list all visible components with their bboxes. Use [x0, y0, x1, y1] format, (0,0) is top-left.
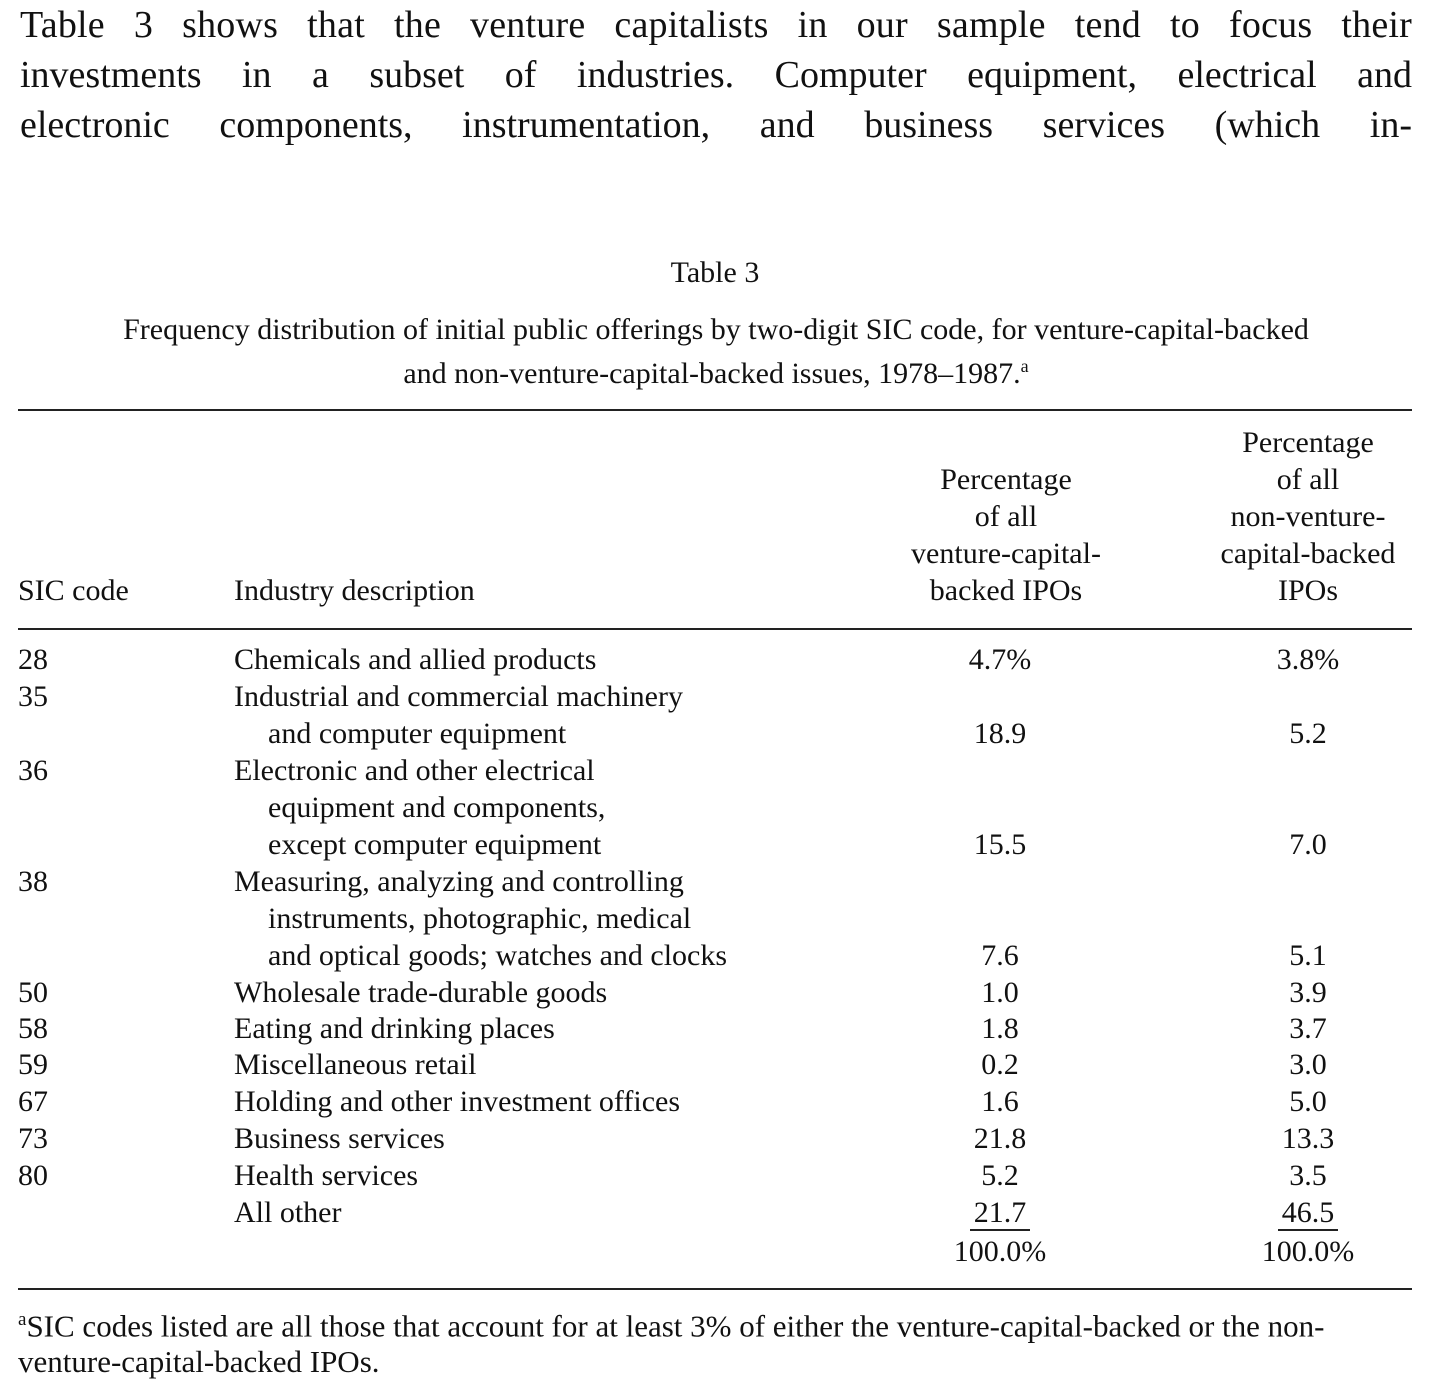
nonvc-value-cell: 3.5 [1289, 1159, 1327, 1192]
vc-value-cell [920, 1194, 1080, 1231]
nonvc-subtotal-underlined: 46.5 [1278, 1196, 1339, 1231]
header-nonvc-line: of all [1276, 463, 1340, 496]
nonvc-value-cell: 3.0 [1289, 1048, 1327, 1081]
industry-line: instruments, photographic, medical [268, 902, 692, 935]
footnote-mark: a [18, 1309, 27, 1330]
sic-code-cell: 73 [18, 1122, 48, 1155]
vc-value-cell: 1.0 [981, 976, 1019, 1009]
nonvc-value-cell: 5.1 [1289, 939, 1327, 972]
industry-line: Measuring, analyzing and controlling [234, 865, 684, 898]
header-nonvc-percentage [1178, 424, 1430, 609]
nonvc-value-cell: 3.9 [1289, 976, 1327, 1009]
table-caption [18, 312, 1414, 392]
industry-line: Industrial and commercial machinery [234, 680, 683, 713]
vc-value-cell: 4.7% [968, 643, 1032, 676]
caption-footnote-mark: a [1020, 356, 1029, 376]
caption-line-2: and non-venture-capital-backed issues, 1978–1987. [403, 357, 1021, 390]
header-industry-description: Industry description [234, 574, 475, 607]
industry-line: equipment and components, [268, 791, 606, 824]
sic-code-cell: 35 [18, 680, 48, 713]
nonvc-value-cell: 7.0 [1289, 828, 1327, 861]
nonvc-value-cell: 3.7 [1289, 1012, 1327, 1045]
vc-value-cell: 0.2 [981, 1048, 1019, 1081]
nonvc-value-cell: 5.2 [1289, 717, 1327, 750]
header-sic-code: SIC code [18, 574, 129, 607]
vc-value-cell: 18.9 [973, 717, 1027, 750]
industry-cell: Business services [234, 1122, 445, 1155]
table-top-rule [18, 409, 1412, 411]
header-vc-line: backed IPOs [929, 574, 1083, 607]
vc-value-cell: 21.8 [973, 1122, 1027, 1155]
nonvc-total-cell: 100.0% [1261, 1235, 1355, 1268]
sic-code-cell: 67 [18, 1085, 48, 1118]
industry-cell: All other [234, 1196, 342, 1229]
header-vc-line: of all [974, 500, 1038, 533]
header-vc-line: Percentage [940, 463, 1072, 496]
nonvc-value-cell [1228, 1194, 1388, 1231]
header-nonvc-line: capital-backed [1220, 537, 1396, 570]
industry-cell: Health services [234, 1159, 419, 1192]
industry-cell [234, 641, 596, 678]
industry-cell: Wholesale trade-durable goods [234, 976, 608, 1009]
header-nonvc-line: IPOs [1277, 574, 1338, 607]
industry-cell: Holding and other investment offices [234, 1085, 681, 1118]
sic-code-cell: 50 [18, 976, 48, 1009]
intro-line: electronic components, instrumentation, and business services (which in- [20, 104, 1412, 146]
header-bottom-rule [18, 628, 1412, 630]
vc-value-cell: 1.8 [981, 1012, 1019, 1045]
sic-code-cell: 38 [18, 865, 48, 898]
industry-cell [234, 752, 605, 863]
header-nonvc-line: Percentage [1242, 426, 1374, 459]
nonvc-value-cell: 3.8% [1276, 643, 1340, 676]
vc-value-cell: 15.5 [973, 828, 1027, 861]
sic-code-cell: 80 [18, 1159, 48, 1192]
table-bottom-rule [18, 1288, 1412, 1290]
sic-code-cell: 58 [18, 1012, 48, 1045]
industry-line: Chemicals and allied products [234, 643, 597, 676]
industry-cell [234, 863, 727, 974]
intro-line: Table 3 shows that the venture capitalists in our sample tend to focus their [20, 4, 1412, 46]
intro-line: investments in a subset of industries. Computer equipment, electrical and [20, 54, 1412, 96]
nonvc-value-cell: 5.0 [1289, 1085, 1327, 1118]
industry-line: and optical goods; watches and clocks [268, 939, 728, 972]
vc-subtotal-underlined: 21.7 [970, 1196, 1031, 1231]
nonvc-value-cell: 13.3 [1281, 1122, 1335, 1155]
industry-cell: Miscellaneous retail [234, 1048, 477, 1081]
industry-cell [234, 678, 683, 752]
intro-paragraph [20, 0, 1412, 150]
industry-line: Electronic and other electrical [234, 754, 595, 787]
vc-value-cell: 1.6 [981, 1085, 1019, 1118]
vc-value-cell: 7.6 [981, 939, 1019, 972]
caption-line-1: Frequency distribution of initial public offerings by two-digit SIC code, for venture-capital-backed [123, 313, 1309, 346]
table-footnote [18, 1302, 1414, 1380]
vc-total-cell: 100.0% [953, 1235, 1047, 1268]
header-vc-line: venture-capital- [911, 537, 1101, 570]
header-nonvc-line: non-venture- [1230, 500, 1386, 533]
sic-code-cell: 36 [18, 754, 48, 787]
industry-cell: Eating and drinking places [234, 1012, 555, 1045]
sic-code-cell: 28 [18, 643, 48, 676]
header-vc-percentage [866, 461, 1146, 609]
industry-line: and computer equipment [268, 717, 567, 750]
table-label: Table 3 [670, 256, 760, 289]
sic-code-cell: 59 [18, 1048, 48, 1081]
footnote-text: SIC codes listed are all those that account for at least 3% of either the venture-capital-backed or the non-venture-capital-backed IPOs. [18, 1308, 1325, 1380]
industry-line: except computer equipment [268, 828, 602, 861]
vc-value-cell: 5.2 [981, 1159, 1019, 1192]
